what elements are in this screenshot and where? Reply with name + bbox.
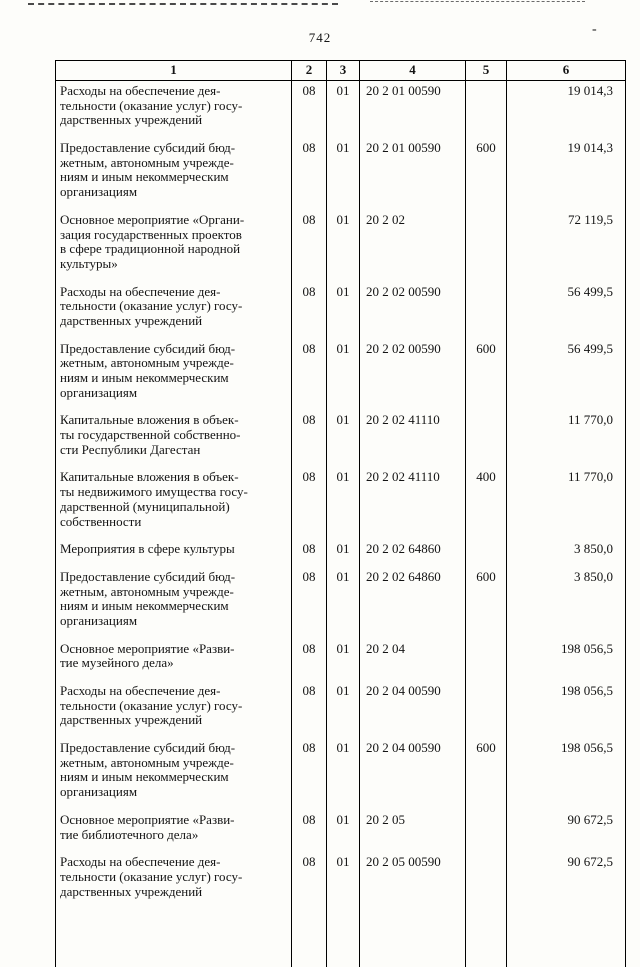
row-title-cell: Основное мероприятие «Разви- тие музейного дела» [56, 639, 292, 681]
row-title-cell: Предоставление субсидий бюд- жетным, автономным учрежде- ниям и иным некоммерческим организациям [56, 738, 292, 810]
col5-cell: 400 [466, 467, 507, 539]
table-filler-row [56, 909, 626, 967]
col6-cell: 72 119,5 [507, 210, 626, 282]
col5-cell [466, 410, 507, 467]
col5-cell: 600 [466, 567, 507, 639]
col4-cell: 20 2 01 00590 [360, 81, 466, 139]
col2-cell: 08 [292, 410, 327, 467]
col4-cell: 20 2 04 [360, 639, 466, 681]
col4-cell: 20 2 02 64860 [360, 567, 466, 639]
col6-cell: 3 850,0 [507, 539, 626, 567]
col5-cell [466, 681, 507, 738]
table-body [56, 81, 626, 967]
col2-cell: 08 [292, 539, 327, 567]
col5-cell [466, 282, 507, 339]
col3-cell: 01 [327, 738, 360, 810]
page-number: 742 [0, 30, 640, 46]
row-title-cell: Предоставление субсидий бюд- жетным, автономным учрежде- ниям и иным некоммерческим организациям [56, 138, 292, 210]
col5-cell: 600 [466, 339, 507, 411]
scan-artifact-dash [28, 3, 338, 5]
col2-cell: 08 [292, 738, 327, 810]
col3-cell: 01 [327, 81, 360, 139]
col2-cell: 08 [292, 810, 327, 852]
col2-cell: 08 [292, 639, 327, 681]
col2-cell: 08 [292, 210, 327, 282]
col2-cell: 08 [292, 681, 327, 738]
col3-cell: 01 [327, 567, 360, 639]
row-title-cell: Капитальные вложения в объек- ты государственной собственно- сти Республики Дагестан [56, 410, 292, 467]
table-row [56, 567, 626, 639]
row-title-cell: Мероприятия в сфере культуры [56, 539, 292, 567]
scan-artifact-dash-2 [370, 1, 585, 2]
row-title-cell: Расходы на обеспечение дея- тельности (оказание услуг) госу- дарственных учреждений [56, 852, 292, 909]
column-header: 1 [56, 61, 292, 81]
col6-cell: 90 672,5 [507, 810, 626, 852]
col6-cell: 3 850,0 [507, 567, 626, 639]
table-row [56, 410, 626, 467]
table-row [56, 210, 626, 282]
col4-cell: 20 2 02 00590 [360, 282, 466, 339]
col6-cell: 198 056,5 [507, 681, 626, 738]
table-row [56, 810, 626, 852]
col4-cell: 20 2 02 00590 [360, 339, 466, 411]
column-header: 4 [360, 61, 466, 81]
col2-cell: 08 [292, 282, 327, 339]
table-row [56, 138, 626, 210]
col5-cell: 600 [466, 738, 507, 810]
filler-cell [507, 909, 626, 967]
col2-cell: 08 [292, 339, 327, 411]
col2-cell: 08 [292, 81, 327, 139]
row-title-cell: Предоставление субсидий бюд- жетным, автономным учрежде- ниям и иным некоммерческим организациям [56, 567, 292, 639]
col2-cell: 08 [292, 852, 327, 909]
column-header: 3 [327, 61, 360, 81]
col5-cell [466, 852, 507, 909]
filler-cell [292, 909, 327, 967]
row-title-cell: Предоставление субсидий бюд- жетным, автономным учрежде- ниям и иным некоммерческим организациям [56, 339, 292, 411]
table-row [56, 639, 626, 681]
col4-cell: 20 2 02 41110 [360, 467, 466, 539]
col4-cell: 20 2 04 00590 [360, 738, 466, 810]
col6-cell: 198 056,5 [507, 738, 626, 810]
col3-cell: 01 [327, 539, 360, 567]
col4-cell: 20 2 02 41110 [360, 410, 466, 467]
table-row [56, 681, 626, 738]
table-row [56, 339, 626, 411]
col4-cell: 20 2 01 00590 [360, 138, 466, 210]
col6-cell: 56 499,5 [507, 282, 626, 339]
table-header-row [56, 61, 626, 81]
col4-cell: 20 2 02 [360, 210, 466, 282]
col5-cell [466, 810, 507, 852]
col5-cell [466, 81, 507, 139]
row-title-cell: Капитальные вложения в объек- ты недвижимого имущества госу- дарственной (муниципальной) собственности [56, 467, 292, 539]
filler-cell [56, 909, 292, 967]
col6-cell: 198 056,5 [507, 639, 626, 681]
col4-cell: 20 2 05 [360, 810, 466, 852]
col6-cell: 11 770,0 [507, 467, 626, 539]
row-title-cell: Расходы на обеспечение дея- тельности (оказание услуг) госу- дарственных учреждений [56, 81, 292, 139]
col3-cell: 01 [327, 852, 360, 909]
col6-cell: 19 014,3 [507, 138, 626, 210]
table-row [56, 81, 626, 139]
col6-cell: 90 672,5 [507, 852, 626, 909]
filler-cell [466, 909, 507, 967]
col3-cell: 01 [327, 681, 360, 738]
col6-cell: 11 770,0 [507, 410, 626, 467]
row-title-cell: Основное мероприятие «Органи- зация государственных проектов в сфере традиционной народной культуры» [56, 210, 292, 282]
col6-cell: 19 014,3 [507, 81, 626, 139]
col5-cell [466, 210, 507, 282]
col3-cell: 01 [327, 210, 360, 282]
col3-cell: 01 [327, 467, 360, 539]
col3-cell: 01 [327, 810, 360, 852]
row-title-cell: Основное мероприятие «Разви- тие библиотечного дела» [56, 810, 292, 852]
col5-cell [466, 539, 507, 567]
scan-artifact-mark: - [592, 22, 597, 38]
table-row [56, 467, 626, 539]
col3-cell: 01 [327, 639, 360, 681]
table-row [56, 282, 626, 339]
col3-cell: 01 [327, 138, 360, 210]
col4-cell: 20 2 05 00590 [360, 852, 466, 909]
table-row [56, 852, 626, 909]
table-row [56, 738, 626, 810]
col2-cell: 08 [292, 567, 327, 639]
col2-cell: 08 [292, 467, 327, 539]
col5-cell: 600 [466, 138, 507, 210]
col6-cell: 56 499,5 [507, 339, 626, 411]
col4-cell: 20 2 04 00590 [360, 681, 466, 738]
filler-cell [327, 909, 360, 967]
column-header: 2 [292, 61, 327, 81]
filler-cell [360, 909, 466, 967]
col3-cell: 01 [327, 339, 360, 411]
table-row [56, 539, 626, 567]
column-header: 5 [466, 61, 507, 81]
col2-cell: 08 [292, 138, 327, 210]
col4-cell: 20 2 02 64860 [360, 539, 466, 567]
row-title-cell: Расходы на обеспечение дея- тельности (оказание услуг) госу- дарственных учреждений [56, 282, 292, 339]
col3-cell: 01 [327, 410, 360, 467]
budget-table [55, 60, 626, 967]
col3-cell: 01 [327, 282, 360, 339]
col5-cell [466, 639, 507, 681]
row-title-cell: Расходы на обеспечение дея- тельности (оказание услуг) госу- дарственных учреждений [56, 681, 292, 738]
column-header: 6 [507, 61, 626, 81]
